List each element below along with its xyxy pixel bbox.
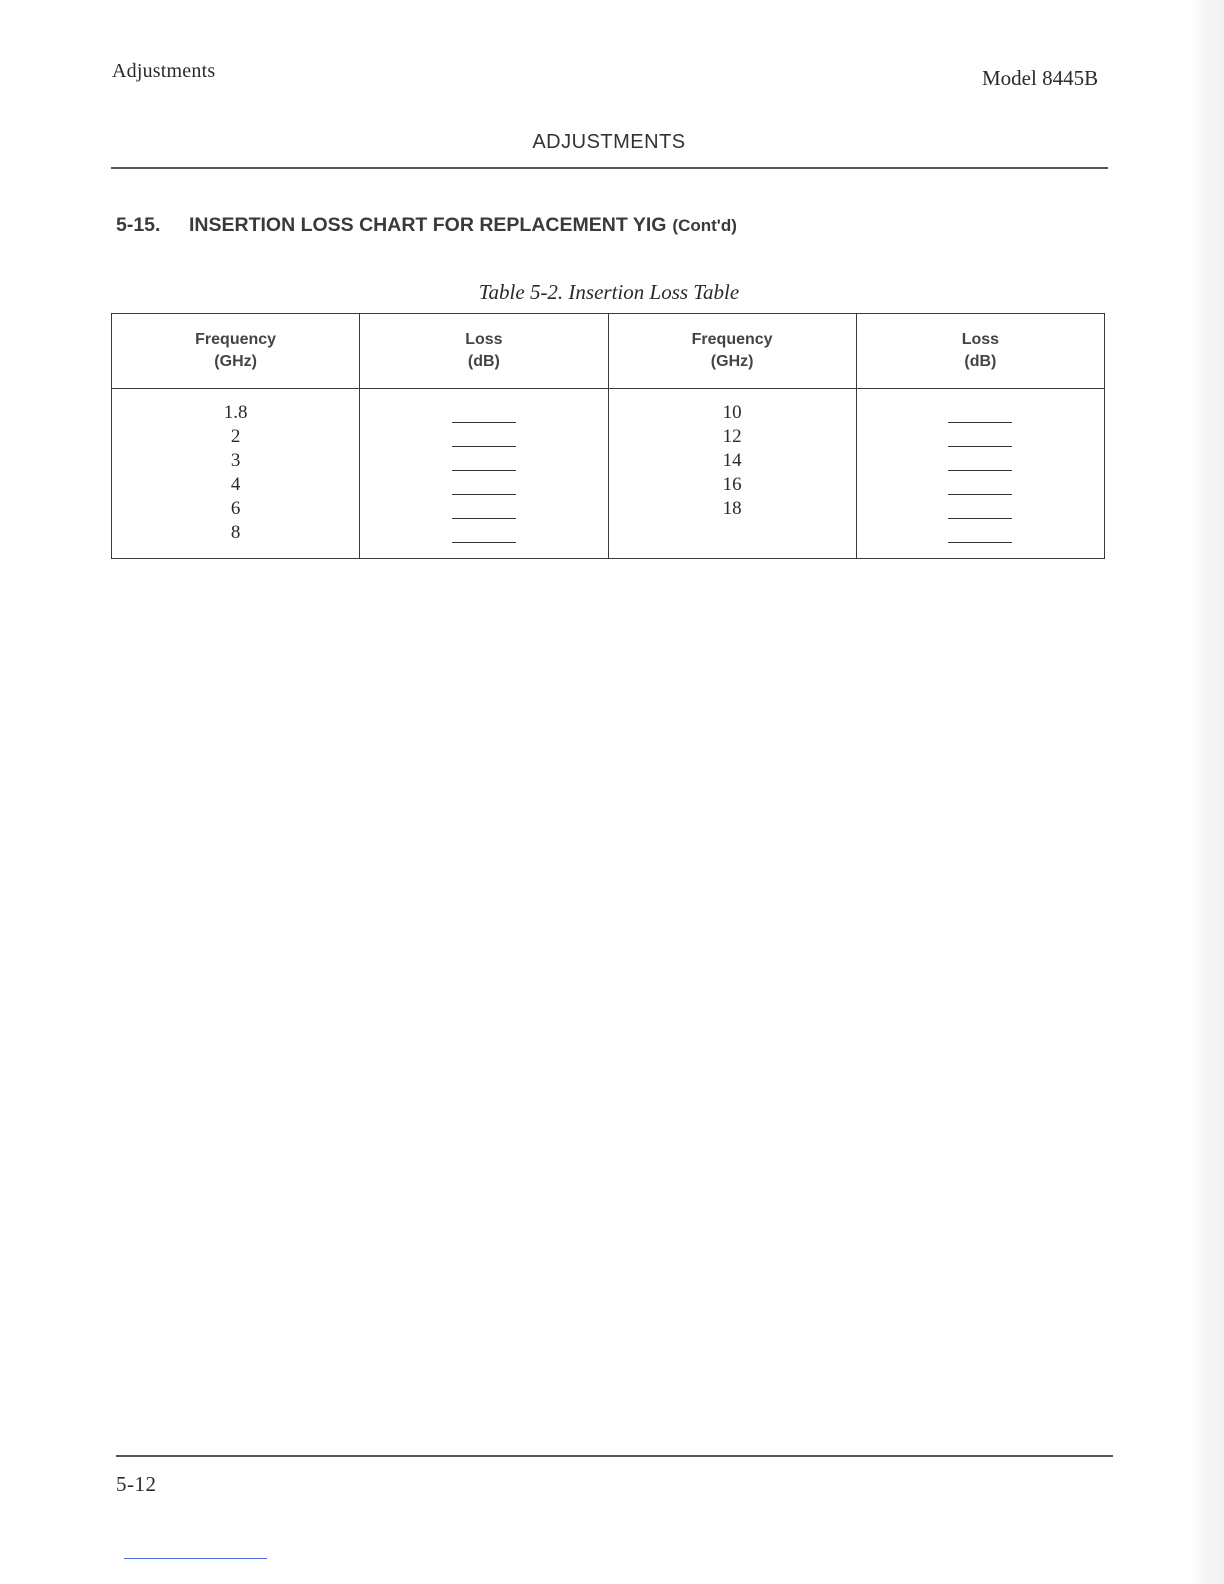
fill-in-line: [948, 494, 1012, 495]
loss-entry-blank: [360, 473, 607, 497]
frequency-value: 12: [722, 426, 742, 447]
loss-entry-blank: [360, 521, 607, 545]
fill-in-line: [452, 542, 516, 543]
header-unit: (dB): [467, 353, 500, 370]
header-frequency-right: [608, 314, 856, 389]
frequency-list-left: [112, 401, 359, 545]
loss-entry-blank: [360, 449, 607, 473]
header-label: Loss: [961, 331, 1000, 348]
fill-in-line: [452, 494, 516, 495]
footnote-link-underline: [124, 1558, 267, 1559]
frequency-value: 4: [230, 474, 241, 495]
header-label: Frequency: [691, 331, 773, 348]
frequency-value: 2: [230, 426, 241, 447]
frequency-value: 10: [722, 402, 742, 423]
header-unit: (GHz): [214, 353, 257, 370]
loss-entry-blank: [857, 497, 1104, 521]
fill-in-line: [948, 542, 1012, 543]
insertion-loss-table: [111, 313, 1105, 559]
header-label: Frequency: [195, 331, 277, 348]
header-label: Loss: [465, 331, 503, 348]
loss-entry-blank: [360, 401, 607, 425]
frequency-value: 3: [230, 450, 241, 471]
running-header-left: Adjustments: [112, 60, 216, 82]
fill-in-line: [452, 470, 516, 471]
paragraph-continued: (Cont'd): [672, 216, 737, 235]
loss-entry-blank: [857, 425, 1104, 449]
section-title: ADJUSTMENTS: [532, 131, 686, 153]
frequency-value: 1.8: [223, 402, 248, 423]
header-loss-right: [856, 314, 1104, 389]
table-body-row: [112, 389, 1105, 559]
loss-entry-list-left: [360, 401, 607, 545]
column-loss-right: [856, 389, 1104, 559]
fill-in-line: [452, 422, 516, 423]
running-header-right: Model 8445B: [982, 66, 1099, 90]
table-header-row: [112, 314, 1105, 389]
header-frequency-left: [112, 314, 360, 389]
frequency-value: 16: [722, 474, 742, 495]
page-number: 5-12: [116, 1472, 157, 1496]
header-unit: (GHz): [710, 353, 754, 370]
fill-in-line: [948, 422, 1012, 423]
fill-in-line: [452, 518, 516, 519]
frequency-value: 8: [230, 522, 241, 543]
loss-entry-list-right: [857, 401, 1104, 545]
footer-rule: [116, 1455, 1113, 1457]
page-edge-shadow: [1190, 0, 1224, 1584]
loss-entry-blank: [360, 497, 607, 521]
fill-in-line: [948, 518, 1012, 519]
paragraph-title: INSERTION LOSS CHART FOR REPLACEMENT YIG: [189, 214, 667, 236]
column-frequency-left: [112, 389, 360, 559]
header-unit: (dB): [964, 353, 997, 370]
paragraph-number: 5-15.: [116, 214, 161, 236]
loss-entry-blank: [857, 449, 1104, 473]
frequency-value: 18: [722, 498, 742, 519]
frequency-value: 6: [230, 498, 241, 519]
frequency-value: 14: [722, 450, 742, 471]
loss-entry-blank: [857, 401, 1104, 425]
frequency-list-right: [609, 401, 856, 521]
header-rule: [111, 167, 1108, 169]
loss-entry-blank: [857, 521, 1104, 545]
loss-entry-blank: [857, 473, 1104, 497]
column-loss-left: [360, 389, 608, 559]
fill-in-line: [452, 446, 516, 447]
paragraph-heading: [116, 214, 737, 237]
fill-in-line: [948, 446, 1012, 447]
header-loss-left: [360, 314, 608, 389]
table-caption: Table 5-2. Insertion Loss Table: [478, 280, 740, 304]
loss-entry-blank: [360, 425, 607, 449]
fill-in-line: [948, 470, 1012, 471]
column-frequency-right: [608, 389, 856, 559]
